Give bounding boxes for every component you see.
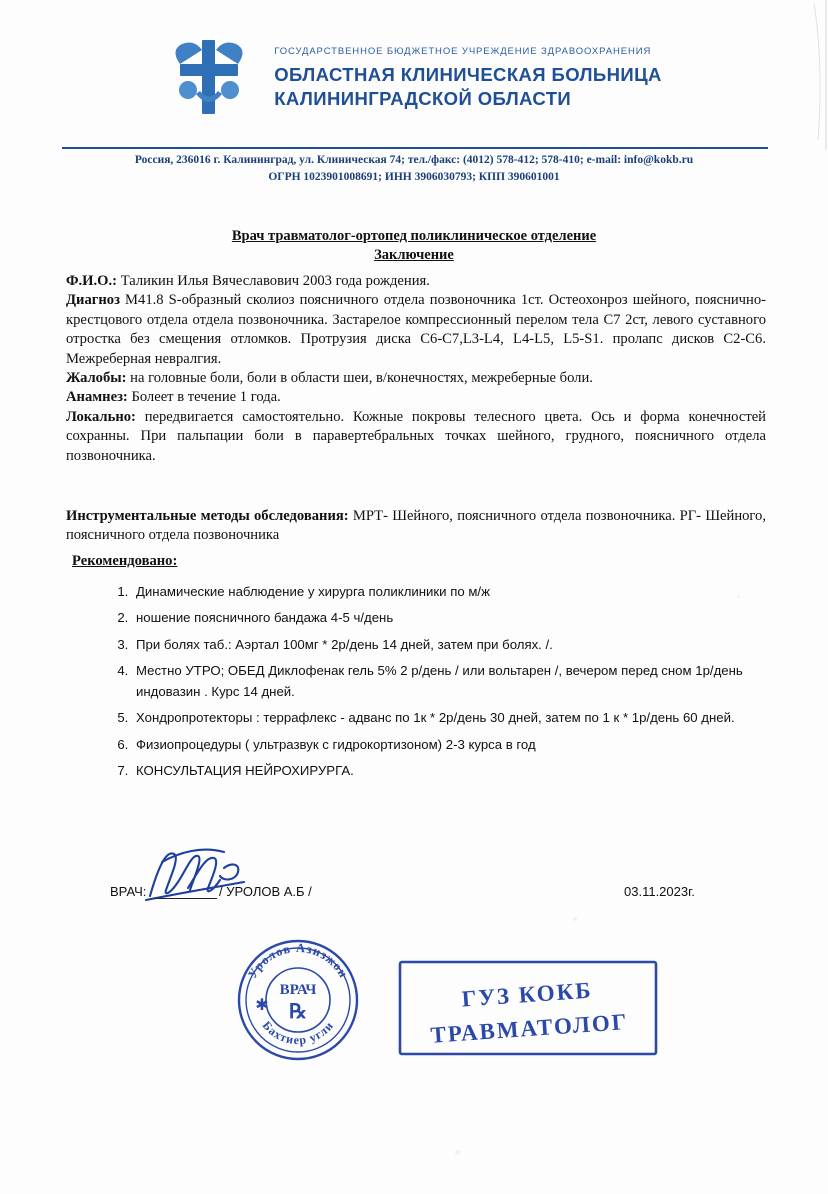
complaints-label: Жалобы: (66, 370, 127, 387)
rect-stamp-line-2: ТРАВМАТОЛОГ (429, 1009, 630, 1048)
list-item: 6. Физиопроцедуры ( ультразвук с гидрокортизоном) 2-3 курса в год (132, 735, 772, 755)
round-doctor-stamp (236, 938, 360, 1062)
title-line-2: Заключение (374, 247, 454, 263)
signature-row (0, 880, 828, 906)
local-status-label: Локально: (66, 408, 136, 425)
organization-block (274, 34, 662, 110)
recommendations-list (104, 582, 772, 788)
scan-artifact (737, 595, 740, 598)
round-stamp-star-icon: ✱ (255, 997, 269, 1014)
round-stamp-top-text: Уролов Азизжон (245, 940, 351, 981)
list-item: 7. КОНСУЛЬТАЦИЯ НЕЙРОХИРУРГА. (132, 761, 772, 781)
local-status-row (66, 408, 766, 466)
medical-cross-logo-icon (166, 34, 252, 120)
page-title (0, 228, 828, 264)
org-name-line2: КАЛИНИНГРАДСКОЙ ОБЛАСТИ (274, 87, 572, 109)
list-item: 3. При болях таб.: Аэртал 100мг * 2р/день 14 дней, затем при болях. /. (132, 635, 772, 655)
signature-date: 03.11.2023г. (624, 884, 695, 899)
instrumental-methods-label: Инструментальные методы обследования: (66, 507, 349, 524)
instrumental-methods-row (66, 507, 766, 546)
patient-name-label: Ф.И.О.: (66, 273, 118, 289)
org-subtitle: ГОСУДАРСТВЕННОЕ БЮДЖЕТНОЕ УЧРЕЖДЕНИЕ ЗДРАВООХРАНЕНИЯ (274, 46, 652, 57)
doctor-name: / УРОЛОВ А.Б / (219, 884, 312, 899)
round-stamp-center-text: ВРАЧ (279, 982, 317, 998)
scan-artifact (455, 1150, 460, 1155)
list-item: 4. Местно УТРО; ОБЕД Диклофенак гель 5% 2 р/день / или вольтарен /, вечером перед сном 1р/день индовазин . Курс 14 дней. (132, 661, 772, 702)
complaints-value: на головные боли, боли в области шеи, в/конечностях, межреберные боли. (126, 370, 593, 387)
scan-artifact (573, 917, 577, 921)
list-item: 1. Динамические наблюдение у хирурга поликлиники по м/ж (132, 582, 772, 602)
letterhead (0, 34, 828, 120)
diagnosis-label: Диагноз (66, 292, 120, 309)
list-item: 2. ношение поясничного бандажа 4-5 ч/день (132, 608, 772, 628)
anamnesis-row (66, 388, 766, 407)
rect-stamp-line-1: ГУЗ КОКБ (460, 977, 594, 1012)
local-status-value: передвигается самостоятельно. Кожные покровы телесного цвета. Ось и форма конечностей сохранны. При пальпации боли в паравертебральных точках шейного, грудного, поясничного отдела позвоночника. (66, 408, 766, 464)
org-name-line1: ОБЛАСТНАЯ КЛИНИЧЕСКАЯ БОЛЬНИЦА (274, 64, 662, 85)
patient-name-row (66, 272, 766, 291)
round-stamp-bottom-text: Бахтиер угли (259, 1018, 337, 1048)
signature-line (155, 898, 217, 899)
report-body (66, 272, 766, 466)
diagnosis-value: M41.8 S-образный сколиоз поясничного отдела позвоночника 1ст. Остеохонроз шейного, пояснично-крестцового отдела отдела позвоночника. Застарелое компрессионный перелом тела С7 2ст, левого суставного отростка без смещения отломков. Протрузия диска С6-С7,L3-L4, L4-L5, L5-S1. пролапс дисков С2-С6. Межреберная невралгия. (66, 292, 766, 367)
svg-text:Уролов Азизжон (245, 941, 351, 981)
instrumental-methods-value: МРТ- Шейного, поясничного отдела позвоночника. РГ- Шейного, поясничного отдела позвоночника (66, 507, 767, 543)
header-divider (62, 147, 768, 149)
diagnosis-row (66, 291, 766, 369)
anamnesis-label: Анамнез: (66, 389, 128, 406)
title-line-1: Врач травматолог-ортопед поликлиническое отделение (231, 228, 597, 244)
anamnesis-value: Болеет в течение 1 года. (127, 389, 281, 406)
contact-block (0, 152, 828, 185)
recommendations-heading: Рекомендовано: (72, 553, 178, 569)
complaints-row (66, 369, 766, 388)
signature-label: ВРАЧ: (110, 884, 147, 899)
rect-department-stamp (396, 958, 660, 1058)
contact-address: Россия, 236016 г. Калининград, ул. Клиническая 74; тел./факс: (4012) 578-412; 578-410; e-mail: info@kokb.ru (134, 154, 694, 166)
patient-name-value: Таликин Илья Вячеславович 2003 года рождения. (117, 273, 430, 289)
list-item: 5. Хондропротекторы : террафлекс - адванс по 1к * 2р/день 30 дней, затем по 1 к * 1р/день 60 дней. (132, 708, 772, 728)
contact-registry: ОГРН 1023901008691; ИНН 3906030793; КПП 390601001 (268, 170, 560, 183)
round-stamp-flourish: ℞ (289, 1001, 307, 1023)
